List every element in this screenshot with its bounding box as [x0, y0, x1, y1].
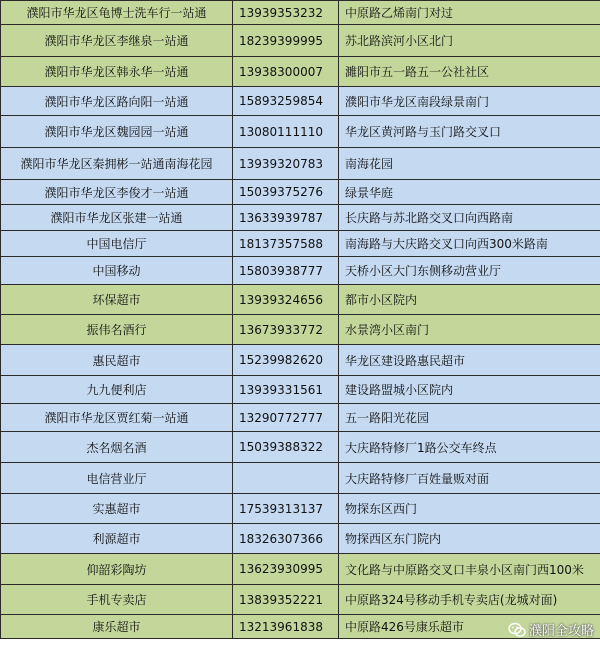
- phone-cell: 18239399995: [233, 25, 339, 57]
- store-name-cell: 手机专卖店: [1, 585, 233, 615]
- table-row: [1, 25, 600, 57]
- store-name-cell: 濮阳市华龙区贾红菊一站通: [1, 404, 233, 432]
- store-name-cell: 康乐超市: [1, 615, 233, 639]
- table-row: [1, 376, 600, 404]
- watermark: [508, 620, 594, 639]
- table-row: [1, 345, 600, 376]
- watermark-text: 濮阳全攻略: [528, 624, 594, 639]
- store-name-cell: 濮阳市华龙区魏园园一站通: [1, 116, 233, 148]
- address-cell: 天桥小区大门东侧移动营业厅: [339, 257, 600, 285]
- store-name-cell: 濮阳市华龙区路向阳一站通: [1, 87, 233, 116]
- table-row: [1, 205, 600, 231]
- table-row: [1, 257, 600, 285]
- phone-cell: 13673933772: [233, 315, 339, 345]
- address-cell: 物探东区西门: [339, 494, 600, 524]
- table-row: [1, 1, 600, 25]
- address-cell: 华龙区黄河路与玉门路交叉口: [339, 116, 600, 148]
- store-name-cell: 杰名烟名酒: [1, 432, 233, 463]
- store-name-cell: 电信营业厅: [1, 463, 233, 494]
- table-row: [1, 494, 600, 524]
- address-cell: 都市小区院内: [339, 285, 600, 315]
- address-cell: 文化路与中原路交叉口丰泉小区南门西100米: [339, 554, 600, 585]
- table-row: [1, 231, 600, 257]
- phone-cell: 13939320783: [233, 148, 339, 180]
- table-row: [1, 285, 600, 315]
- store-name-cell: 濮阳市华龙区李俊才一站通: [1, 180, 233, 205]
- phone-cell: 18137357588: [233, 231, 339, 257]
- phone-cell: 13213961838: [233, 615, 339, 639]
- store-name-cell: 实惠超市: [1, 494, 233, 524]
- phone-cell: 15803938777: [233, 257, 339, 285]
- phone-cell: 13939353232: [233, 1, 339, 25]
- address-cell: 绿景华庭: [339, 180, 600, 205]
- address-cell: 长庆路与苏北路交叉口向西路南: [339, 205, 600, 231]
- table-row: [1, 116, 600, 148]
- store-name-cell: 濮阳市华龙区龟博士洗车行一站通: [1, 1, 233, 25]
- store-name-cell: 濮阳市华龙区秦拥彬一站通南海花园: [1, 148, 233, 180]
- store-name-cell: 振伟名酒行: [1, 315, 233, 345]
- table-row: [1, 148, 600, 180]
- store-name-cell: 惠民超市: [1, 345, 233, 376]
- address-cell: 濉阳市五一路五一公社社区: [339, 57, 600, 87]
- phone-cell: 13938300007: [233, 57, 339, 87]
- phone-cell: 15239982620: [233, 345, 339, 376]
- store-table-body: [1, 1, 600, 639]
- phone-cell: 13623930995: [233, 554, 339, 585]
- phone-cell: 13939324656: [233, 285, 339, 315]
- store-name-cell: 中国电信厅: [1, 231, 233, 257]
- phone-cell: 13290772777: [233, 404, 339, 432]
- store-name-cell: 环保超市: [1, 285, 233, 315]
- phone-cell: 15039388322: [233, 432, 339, 463]
- store-name-cell: 九九便利店: [1, 376, 233, 404]
- address-cell: 南海花园: [339, 148, 600, 180]
- wechat-icon: [508, 622, 526, 638]
- phone-cell: 17539313137: [233, 494, 339, 524]
- store-name-cell: 濮阳市华龙区张建一站通: [1, 205, 233, 231]
- address-cell: 水景湾小区南门: [339, 315, 600, 345]
- address-cell: 中原路426号康乐超市: [339, 615, 600, 639]
- table-row: [1, 57, 600, 87]
- table-row: [1, 432, 600, 463]
- table-row: [1, 404, 600, 432]
- address-cell: 大庆路特修厂1路公交车终点: [339, 432, 600, 463]
- store-name-cell: 仰韶彩陶坊: [1, 554, 233, 585]
- address-cell: 华龙区建设路惠民超市: [339, 345, 600, 376]
- phone-cell: 13939331561: [233, 376, 339, 404]
- address-cell: 五一路阳光花园: [339, 404, 600, 432]
- address-cell: 大庆路特修厂百姓量贩对面: [339, 463, 600, 494]
- phone-cell: [233, 463, 339, 494]
- store-name-cell: 濮阳市华龙区李继泉一站通: [1, 25, 233, 57]
- store-name-cell: 濮阳市华龙区韩永华一站通: [1, 57, 233, 87]
- address-cell: 中原路乙烯南门对过: [339, 1, 600, 25]
- address-cell: 建设路盟城小区院内: [339, 376, 600, 404]
- table-row: [1, 554, 600, 585]
- table-row: [1, 524, 600, 554]
- address-cell: 中原路324号移动手机专卖店(龙城对面): [339, 585, 600, 615]
- phone-cell: 18326307366: [233, 524, 339, 554]
- address-cell: 苏北路滨河小区北门: [339, 25, 600, 57]
- table-row: [1, 87, 600, 116]
- phone-cell: 13080111110: [233, 116, 339, 148]
- address-cell: 物探西区东门院内: [339, 524, 600, 554]
- address-cell: 南海路与大庆路交叉口向西300米路南: [339, 231, 600, 257]
- table-row: [1, 180, 600, 205]
- store-name-cell: 中国移动: [1, 257, 233, 285]
- phone-cell: 13839352221: [233, 585, 339, 615]
- table-row: [1, 585, 600, 615]
- store-name-cell: 利源超市: [1, 524, 233, 554]
- address-cell: 濮阳市华龙区南段绿景南门: [339, 87, 600, 116]
- table-row: [1, 315, 600, 345]
- table-row: [1, 463, 600, 494]
- phone-cell: 15893259854: [233, 87, 339, 116]
- phone-cell: 15039375276: [233, 180, 339, 205]
- phone-cell: 13633939787: [233, 205, 339, 231]
